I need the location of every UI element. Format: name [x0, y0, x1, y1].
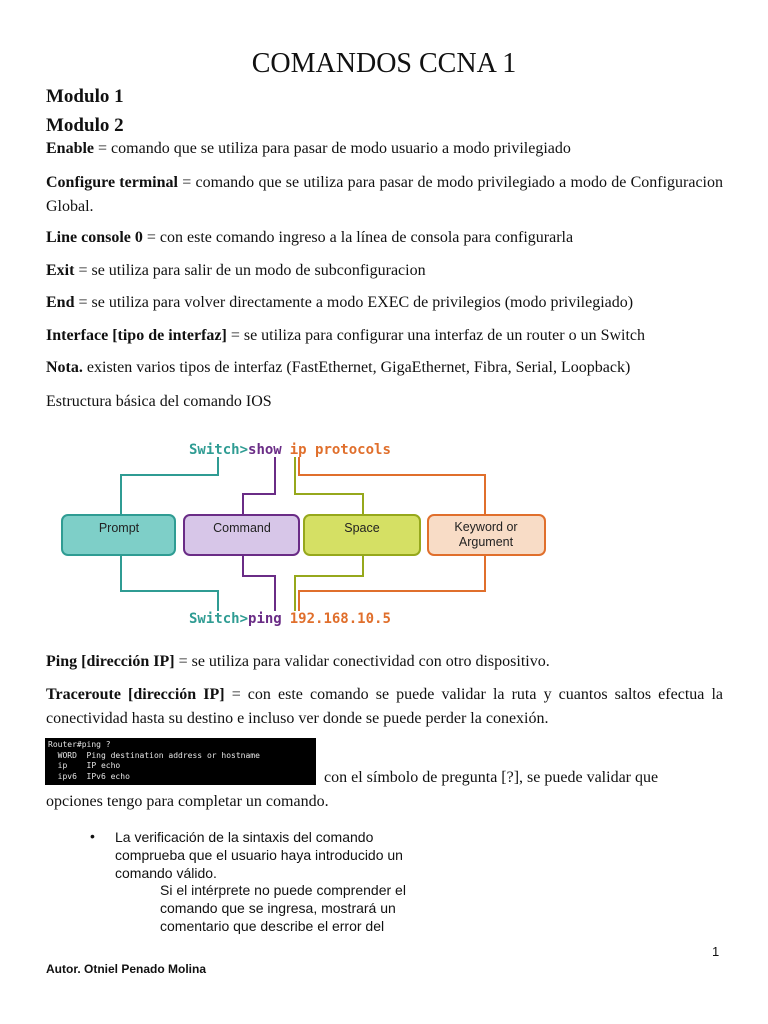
command-connector-bottom	[243, 556, 275, 611]
terminal-line: WORD Ping destination address or hostname	[48, 750, 260, 760]
bullet-text: La verificación de la sintaxis del comando comprueba que el usuario haya introducido un comando válido.	[115, 829, 403, 881]
terminal-screenshot	[45, 738, 316, 785]
entry-text: existen varios tipos de interfaz (FastEthernet, GigaEthernet, Fibra, Serial, Loopback)	[82, 359, 631, 376]
entry-text: = con este comando se puede validar la ruta y cuantos saltos efectua la conectividad hasta su destino e incluso ver donde se puede perder la conexión.	[46, 686, 724, 727]
keyword-box-label-1: Keyword or	[454, 520, 518, 534]
entry-line-console	[46, 226, 723, 250]
entry-term: Nota.	[46, 359, 83, 376]
bullet-subtext: Si el intérprete no puede comprender el comando que se ingresa, mostrará un comentario que describe el error del	[160, 882, 406, 934]
bottom-command-line	[189, 611, 391, 627]
heading-modulo-2: Modulo 2	[46, 115, 124, 136]
bullet-symbol: •	[90, 828, 95, 844]
bottom-command: ping	[248, 611, 282, 627]
keyword-connector-bottom	[299, 556, 485, 611]
entry-interface	[46, 324, 723, 348]
top-args: ip protocols	[289, 442, 391, 458]
entry-term: Exit	[46, 262, 75, 279]
entry-term: Ping [dirección IP]	[46, 653, 175, 670]
entry-exit	[46, 259, 723, 283]
command-box-label: Command	[213, 521, 271, 535]
bottom-args: 192.168.10.5	[289, 611, 391, 627]
entry-term: Interface [tipo de interfaz]	[46, 327, 227, 344]
entry-term: End	[46, 294, 75, 311]
terminal-line: ip IP echo	[48, 761, 121, 770]
top-command-line	[189, 442, 391, 458]
entry-text: = se utiliza para validar conectividad con otro dispositivo.	[174, 653, 550, 670]
terminal-line: Router#ping ?	[48, 740, 111, 749]
entry-nota	[46, 356, 723, 380]
question-text-line-2: opciones tengo para completar un comando.	[46, 793, 329, 810]
page-number: 1	[712, 944, 720, 959]
entry-term: Enable	[46, 140, 95, 157]
prompt-connector-top	[121, 457, 218, 514]
entry-text: = se utiliza para salir de un modo de subconfiguracion	[74, 262, 426, 279]
entry-text: = con este comando ingreso a la línea de consola para configurarla	[142, 229, 574, 246]
entry-end	[46, 291, 723, 315]
heading-modulo-1: Modulo 1	[46, 86, 124, 107]
structure-label: Estructura básica del comando IOS	[46, 393, 272, 410]
question-text-line-1: con el símbolo de pregunta [?], se puede validar que	[324, 769, 659, 786]
prompt-box-label: Prompt	[98, 521, 140, 535]
top-prompt: Switch>	[189, 442, 249, 458]
author-footer: Autor. Otniel Penado Molina	[46, 962, 207, 976]
command-connector-top	[243, 457, 275, 514]
entry-text: = se utiliza para configurar una interfaz de un router o un Switch	[226, 327, 646, 344]
space-connector-bottom	[295, 556, 363, 611]
keyword-connector-top	[299, 457, 485, 514]
bottom-prompt: Switch>	[189, 611, 249, 627]
entry-traceroute	[46, 683, 723, 731]
top-command: show	[248, 442, 282, 458]
terminal-line: ipv6 IPv6 echo	[48, 771, 130, 781]
entry-configure-terminal	[46, 171, 723, 219]
entry-text: = comando que se utiliza para pasar de modo privilegiado a modo de Configuracion Global.	[46, 174, 724, 215]
prompt-connector-bottom	[121, 556, 218, 611]
entry-enable	[46, 137, 723, 161]
entry-term: Configure terminal	[46, 174, 178, 191]
space-connector-top	[295, 457, 363, 514]
keyword-box-label-2: Argument	[458, 535, 514, 549]
entry-text: = comando que se utiliza para pasar de modo usuario a modo privilegiado	[94, 140, 571, 157]
ios-command-structure-diagram	[58, 436, 552, 632]
entry-ping	[46, 650, 723, 674]
entry-term: Traceroute [dirección IP]	[46, 686, 225, 703]
entry-text: = se utiliza para volver directamente a modo EXEC de privilegios (modo privilegiado)	[74, 294, 634, 311]
page-title: COMANDOS CCNA 1	[251, 48, 517, 79]
entry-term: Line console 0	[46, 229, 143, 246]
space-box-label: Space	[344, 521, 380, 535]
